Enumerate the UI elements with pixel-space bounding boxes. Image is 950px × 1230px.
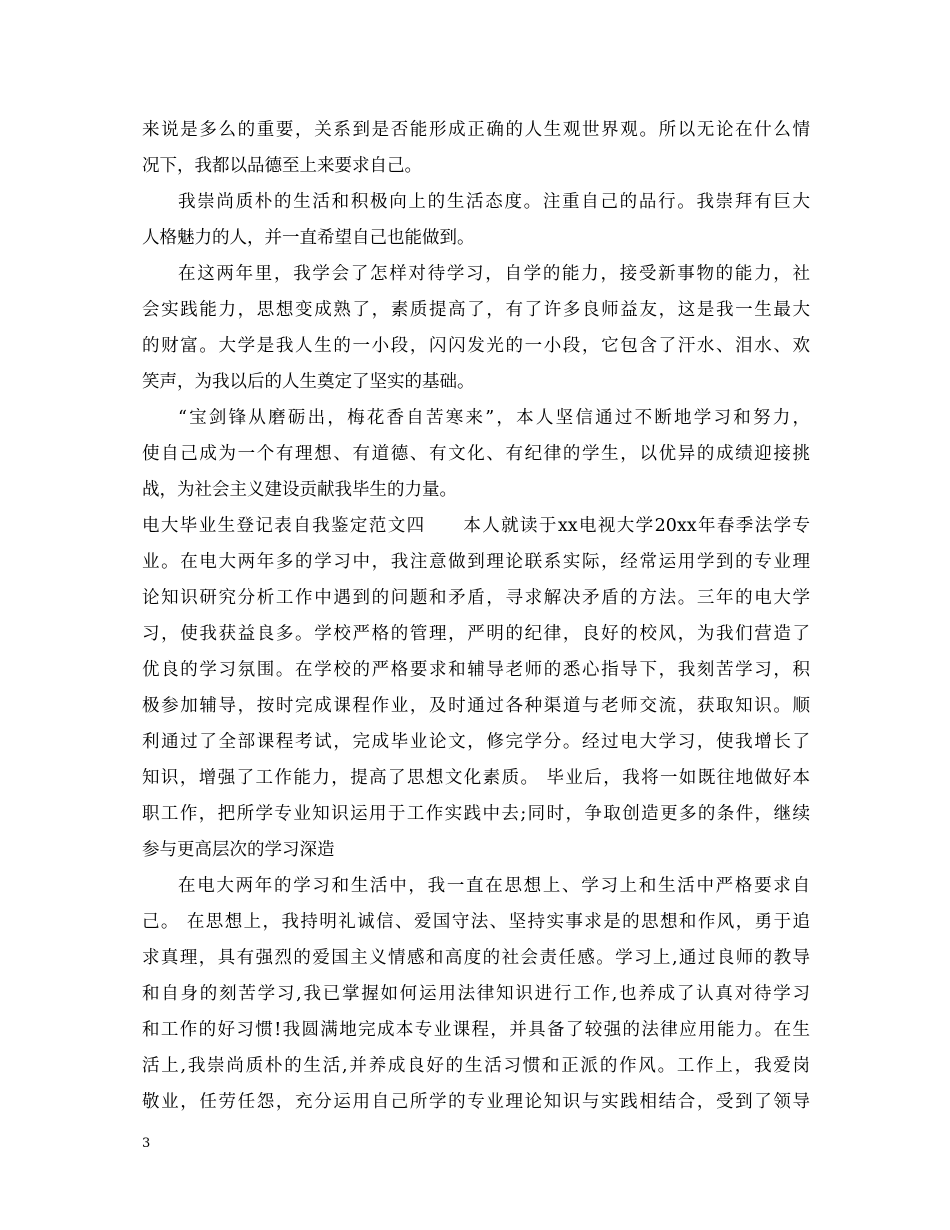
text-line: 和工作的好习惯!我圆满地完成本专业课程，并具备了较强的法律应用能力。在生 xyxy=(142,1020,810,1040)
text-line: 战，为社会主义建设贡献我毕生的力量。 xyxy=(142,480,457,500)
text-line: 职工作，把所学专业知识运用于工作实践中去;同时，争取创造更多的条件，继续 xyxy=(142,804,810,824)
text-line: 业。在电大两年多的学习中，我注意做到理论联系实际，经常运用学到的专业理 xyxy=(142,552,810,572)
text-line: 我崇尚质朴的生活和积极向上的生活态度。注重自己的品行。我崇拜有巨大 xyxy=(178,192,810,212)
text-line: 在这两年里，我学会了怎样对待学习，自学的能力，接受新事物的能力，社 xyxy=(178,264,810,284)
text-line: 在电大两年的学习和生活中，我一直在思想上、学习上和生活中严格要求自 xyxy=(178,876,810,896)
text-line: 况下，我都以品德至上来要求自己。 xyxy=(142,156,422,176)
text-line: 的财富。大学是我人生的一小段，闪闪发光的一小段，它包含了汗水、泪水、欢 xyxy=(142,336,810,356)
text-line: 来说是多么的重要，关系到是否能形成正确的人生观世界观。所以无论在什么情 xyxy=(142,120,810,140)
text-line: 笑声，为我以后的人生奠定了坚实的基础。 xyxy=(142,372,475,392)
section-heading-line: 电大毕业生登记表自我鉴定范文四 本人就读于xx电视大学20xx年春季法学专 xyxy=(142,516,810,536)
text-line: 己。 在思想上，我持明礼诚信、爱国守法、坚持实事求是的思想和作风，勇于追 xyxy=(142,912,810,932)
page-number: 3 xyxy=(142,1136,151,1151)
text-line: 会实践能力，思想变成熟了，素质提高了，有了许多良师益友，这是我一生最大 xyxy=(142,300,810,320)
text-line: “宝剑锋从磨砺出，梅花香自苦寒来”，本人坚信通过不断地学习和努力， xyxy=(178,408,810,428)
text-line: 论知识研究分析工作中遇到的问题和矛盾，寻求解决矛盾的方法。三年的电大学 xyxy=(142,588,810,608)
text-line: 求真理，具有强烈的爱国主义情感和高度的社会责任感。学习上,通过良师的教导 xyxy=(142,948,810,968)
text-line: 优良的学习氛围。在学校的严格要求和辅导老师的悉心指导下，我刻苦学习，积 xyxy=(142,660,810,680)
text-line: 知识，增强了工作能力，提高了思想文化素质。 毕业后，我将一如既往地做好本 xyxy=(142,768,810,788)
text-line: 人格魅力的人，并一直希望自己也能做到。 xyxy=(142,228,475,248)
text-line: 使自己成为一个有理想、有道德、有文化、有纪律的学生，以优异的成绩迎接挑 xyxy=(142,444,810,464)
text-line: 活上,我崇尚质朴的生活,并养成良好的生活习惯和正派的作风。工作上，我爱岗 xyxy=(142,1056,810,1076)
text-line: 和自身的刻苦学习,我已掌握如何运用法律知识进行工作,也养成了认真对待学习 xyxy=(142,984,810,1004)
text-line: 习，使我获益良多。学校严格的管理，严明的纪律，良好的校风，为我们营造了 xyxy=(142,624,810,644)
text-line: 利通过了全部课程考试，完成毕业论文，修完学分。经过电大学习，使我增长了 xyxy=(142,732,810,752)
text-line: 参与更高层次的学习深造 xyxy=(142,840,335,860)
text-line: 极参加辅导，按时完成课程作业，及时通过各种渠道与老师交流，获取知识。顺 xyxy=(142,696,810,716)
text-line: 敬业，任劳任怨，充分运用自己所学的专业理论知识与实践相结合，受到了领导 xyxy=(142,1092,810,1112)
